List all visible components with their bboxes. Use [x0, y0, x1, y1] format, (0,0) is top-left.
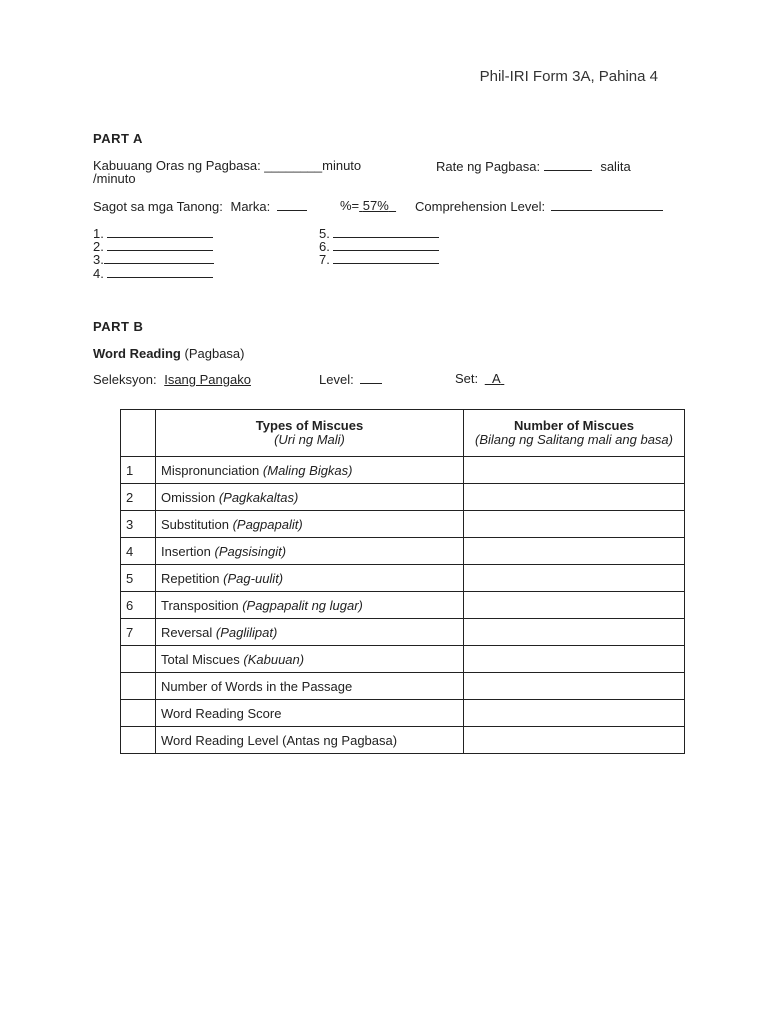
score-blank — [277, 198, 307, 211]
answer-item: 1. — [93, 225, 213, 241]
answer-item: 4. — [93, 265, 213, 281]
miscue-count-cell[interactable] — [464, 457, 685, 484]
answers-line — [93, 198, 307, 214]
count-sub: (Bilang ng Salitang mali ang basa) — [474, 432, 673, 447]
percent-field — [340, 198, 396, 213]
percent-label: %= — [340, 198, 360, 213]
words-in-passage-cell[interactable] — [464, 673, 685, 700]
answers-label: Sagot sa mga Tanong: — [93, 199, 223, 214]
form-header: Phil-IRI Form 3A, Pahina 4 — [479, 68, 658, 85]
header-num-cell — [121, 410, 156, 457]
word-reading-score-cell[interactable] — [464, 700, 685, 727]
table-row: 4 Insertion (Pagsisingit) — [121, 538, 685, 565]
answer-item: 6. — [319, 238, 439, 254]
miscue-count-cell[interactable] — [464, 511, 685, 538]
set-label: Set: — [455, 371, 479, 386]
comprehension-field — [415, 198, 663, 214]
table-row: 5 Repetition (Pag-uulit) — [121, 565, 685, 592]
miscues-table — [120, 409, 685, 754]
miscue-count-cell[interactable] — [464, 565, 685, 592]
word-reading-level-cell[interactable] — [464, 727, 685, 754]
selection-label: Seleksyon: — [93, 372, 157, 387]
level-blank — [360, 371, 382, 384]
miscue-count-cell[interactable] — [464, 619, 685, 646]
header-types-cell — [156, 410, 464, 457]
word-reading-score-row: Word Reading Score — [121, 700, 685, 727]
word-reading-sub: (Pagbasa) — [184, 346, 245, 361]
rate-unit-cont: /minuto — [93, 171, 136, 186]
answer-item: 7. — [319, 251, 439, 267]
word-reading-heading — [93, 346, 244, 361]
comprehension-label: Comprehension Level: — [415, 199, 546, 214]
level-field — [319, 371, 382, 387]
table-header-row — [121, 410, 685, 457]
reading-time-field: Kabuuang Oras ng Pagbasa: ________minuto — [93, 158, 362, 173]
total-miscues-row: Total Miscues (Kabuuan) — [121, 646, 685, 673]
count-title: Number of Miscues — [514, 418, 634, 433]
table-row: 6 Transposition (Pagpapalit ng lugar) — [121, 592, 685, 619]
header-count-cell — [464, 410, 685, 457]
selection-field — [93, 372, 251, 387]
selection-value: Isang Pangako — [164, 372, 251, 387]
part-b-title: PART B — [93, 319, 144, 334]
comprehension-blank — [551, 198, 663, 211]
rate-label: Rate ng Pagbasa: — [436, 159, 541, 174]
rate-blank — [544, 158, 592, 171]
word-reading-level-row: Word Reading Level (Antas ng Pagbasa) — [121, 727, 685, 754]
total-miscues-cell[interactable] — [464, 646, 685, 673]
rate-unit: salita — [600, 159, 631, 174]
set-field — [455, 371, 504, 386]
words-in-passage-row: Number of Words in the Passage — [121, 673, 685, 700]
word-reading-label: Word Reading — [93, 346, 181, 361]
answer-item: 3. — [93, 251, 214, 267]
types-title: Types of Miscues — [255, 418, 364, 433]
miscue-count-cell[interactable] — [464, 538, 685, 565]
miscue-count-cell[interactable] — [464, 484, 685, 511]
table-row: 7 Reversal (Paglilipat) — [121, 619, 685, 646]
table-row: 2 Omission (Pagkakaltas) — [121, 484, 685, 511]
reading-rate-field — [436, 158, 631, 174]
answer-item: 2. — [93, 238, 213, 254]
part-a-title: PART A — [93, 131, 143, 146]
level-label: Level: — [319, 372, 354, 387]
types-sub: (Uri ng Mali) — [274, 432, 345, 447]
score-label: Marka: — [230, 199, 271, 214]
set-value: A — [491, 371, 501, 386]
percent-value: 57% — [362, 198, 389, 213]
answer-item: 5. — [319, 225, 439, 241]
table-row: 1 Mispronunciation (Maling Bigkas) — [121, 457, 685, 484]
miscue-count-cell[interactable] — [464, 592, 685, 619]
table-row: 3 Substitution (Pagpapalit) — [121, 511, 685, 538]
